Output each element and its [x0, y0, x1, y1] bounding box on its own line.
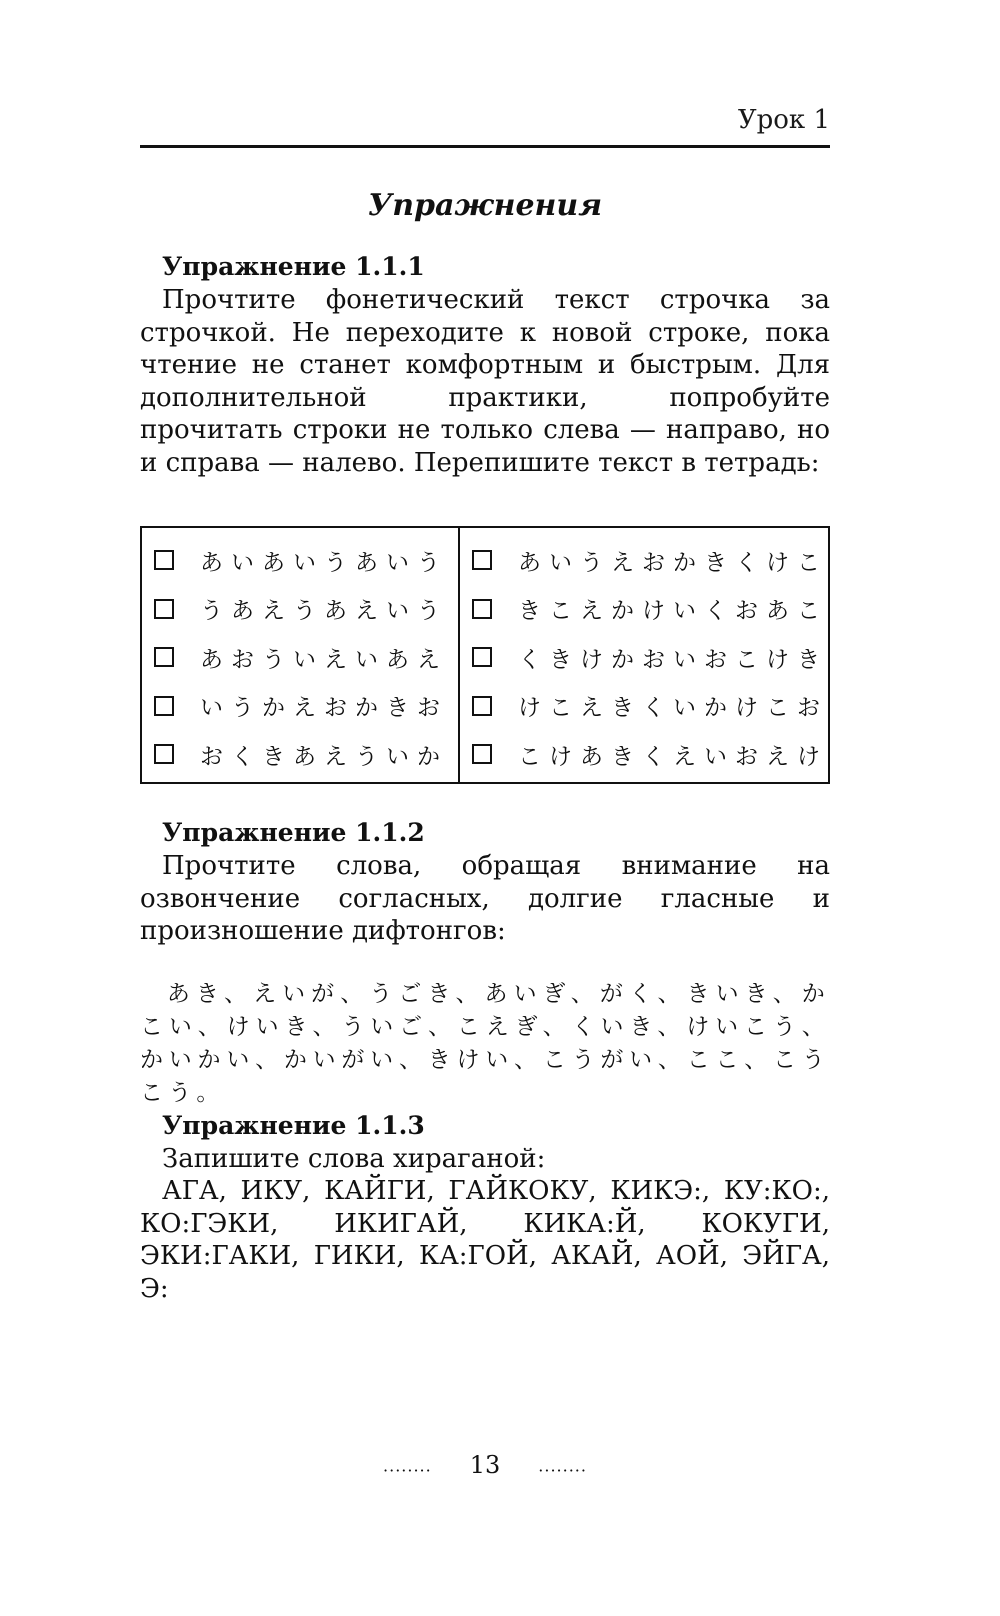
page-footer: [140, 1450, 830, 1482]
book-page: [140, 0, 830, 1616]
checkbox-icon: [154, 744, 174, 764]
exercise-title-1: Упражнение 1.1.1: [162, 252, 425, 281]
checkbox-icon: [154, 696, 174, 716]
drill-row: [142, 732, 458, 776]
drill-line: けこえきくいかけこお: [518, 695, 828, 721]
checkbox-icon: [154, 647, 174, 667]
drill-line: あおういえいあえ: [200, 646, 448, 673]
drill-line: あいうえおかきくけこ: [518, 549, 828, 576]
drill-line: いうかえおかきお: [200, 695, 448, 721]
checkbox-icon: [154, 599, 174, 619]
header-rule: [140, 145, 830, 148]
checkbox-icon: [472, 550, 492, 570]
drill-row: [460, 587, 828, 631]
drill-line: こけあきくえいおえけ: [518, 743, 828, 770]
drill-row: [142, 538, 458, 582]
exercise-text-1: [140, 284, 830, 479]
drill-row: [142, 587, 458, 631]
drill-row: [460, 732, 828, 776]
checkbox-icon: [472, 599, 492, 619]
drill-row: [460, 538, 828, 582]
reading-drill-table: [140, 526, 830, 784]
section-title: Упражнения: [367, 188, 603, 223]
footer-ornament-right: ........: [538, 1456, 587, 1476]
drill-row: [142, 635, 458, 679]
exercise-words-3: [140, 1175, 830, 1305]
drill-line: きこえかけいくおあこ: [518, 598, 828, 624]
exercise-title-2: Упражнение 1.1.2: [162, 818, 425, 847]
exercise-words-2: [140, 978, 830, 1110]
drill-row: [142, 684, 458, 728]
drill-line: あいあいうあいう: [200, 549, 448, 576]
exercise-words-2-body: あき、えいが、うごき、あいぎ、がく、きいき、かこい、けいき、ういご、こえぎ、くいき、けいこう、かいかい、かいがい、きけい、こうがい、ここ、こうこう。: [140, 981, 830, 1106]
exercise-text-1-body: Прочтите фонетический текст строчка за строчкой. Не переходите к новой строке, пока чтение не станет комфортным и быстрым. Для дополнительной практики, попробуйте прочитать строки не только слева — направо, но и справа — налево. Перепишите текст в тетрадь:: [140, 285, 830, 478]
exercise-words-3-body: АГА, ИКУ, КАЙГИ, ГАЙКОКУ, КИКЭ:, КУ:КО:, КО:ГЭКИ, ИКИГАЙ, КИКА:Й, КОКУГИ, ЭКИ:ГАКИ, ГИКИ, КА:ГОЙ, АКАЙ, АОЙ, ЭЙГА, Э:: [140, 1176, 830, 1304]
exercise-title-3: Упражнение 1.1.3: [162, 1111, 425, 1140]
exercise-text-2-body: Прочтите слова, обращая внимание на озвончение согласных, долгие гласные и произношение дифтонгов:: [140, 851, 830, 946]
checkbox-icon: [472, 744, 492, 764]
running-head: Урок 1: [737, 105, 830, 135]
drill-row: [460, 635, 828, 679]
page-number: 13: [469, 1451, 501, 1479]
drill-column-right: [460, 528, 828, 782]
checkbox-icon: [472, 696, 492, 716]
footer-ornament-left: ........: [383, 1456, 432, 1476]
exercise-text-3: [140, 1143, 830, 1176]
exercise-text-3-body: Запишите слова хираганой:: [162, 1144, 546, 1174]
exercise-text-2: [140, 850, 830, 948]
drill-line: おくきあえういか: [200, 743, 448, 770]
checkbox-icon: [154, 550, 174, 570]
drill-column-left: [142, 528, 460, 782]
checkbox-icon: [472, 647, 492, 667]
drill-line: くきけかおいおこけき: [518, 646, 828, 673]
drill-line: うあえうあえいう: [200, 598, 448, 624]
drill-row: [460, 684, 828, 728]
